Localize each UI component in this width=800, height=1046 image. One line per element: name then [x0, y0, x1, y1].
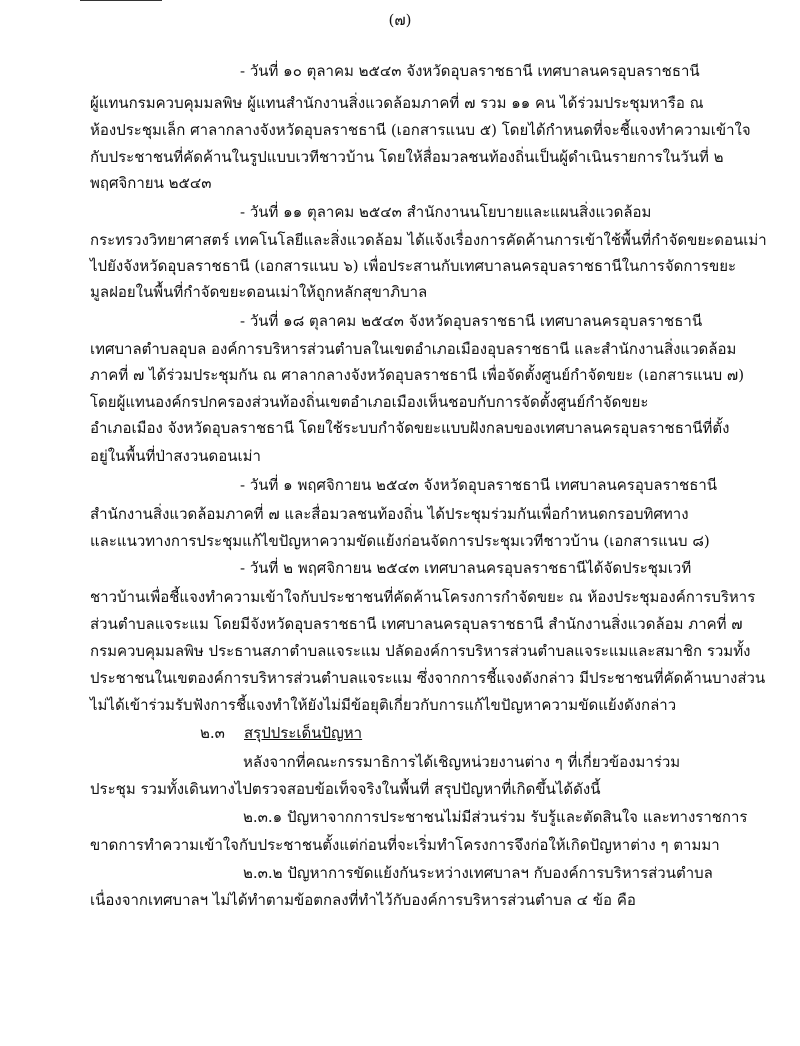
paragraph-line: ผู้แทนกรมควบคุมมลพิษ ผู้แทนสำนักงานสิ่งแวดล้อมภาคที่ ๗ รวม ๑๑ คน ได้ร่วมประชุมหารือ ณ: [90, 94, 704, 112]
paragraph-line: อำเภอเมือง จังหวัดอุบลราชธานี โดยใช้ระบบกำจัดขยะแบบฝังกลบของเทศบาลนครอุบลราชธานีที่ตั้ง: [90, 419, 730, 437]
paragraph-line: เทศบาลตำบลอุบล องค์การบริหารส่วนตำบลในเขตอำเภอเมืองอุบลราชธานี และสำนักงานสิ่งแวดล้อม: [90, 340, 737, 358]
paragraph-line: - วันที่ ๑๘ ตุลาคม ๒๕๔๓ จังหวัดอุบลราชธานี เทศบาลนครอุบลราชธานี: [240, 312, 703, 330]
paragraph-line: กรมควบคุมมลพิษ ประธานสภาตำบลแจระแม ปลัดองค์การบริหารส่วนตำบลแจระแมและสมาชิก รวมทั้ง: [90, 642, 751, 660]
paragraph-line: พฤศจิกายน ๒๕๔๓: [90, 174, 212, 192]
paragraph-line: โดยผู้แทนองค์กรปกครองส่วนท้องถิ่นเขตอำเภอเมืองเห็นชอบกับการจัดตั้งศูนย์กำจัดขยะ: [90, 393, 649, 411]
paragraph-line: ภาคที่ ๗ ได้ร่วมประชุมกัน ณ ศาลากลางจังหวัดอุบลราชธานี เพื่อจัดตั้งศูนย์กำจัดขยะ (เอกสารแนบ ๗): [90, 366, 745, 384]
paragraph-line: กระทรวงวิทยาศาสตร์ เทคโนโลยีและสิ่งแวดล้อม ได้แจ้งเรื่องการคัดค้านการเข้าใช้พื้นที่กำจัดขยะดอนเม่า: [90, 231, 767, 249]
paragraph-line: ประชาชนในเขตองค์การบริหารส่วนตำบลแจระแม ซึ่งจากการชี้แจงดังกล่าว มีประชาชนที่คัดค้านบางส่วน: [90, 669, 766, 687]
section-title: สรุปประเด็นปัญหา: [244, 724, 363, 742]
paragraph-line: - วันที่ ๒ พฤศจิกายน ๒๕๔๓ เทศบาลนครอุบลราชธานีได้จัดประชุมเวที: [240, 559, 692, 577]
section-item-line: ๒.๓.๑ ปัญหาจากการประชาชนไม่มีส่วนร่วม รับรู้และตัดสินใจ และทางราชการ: [243, 808, 748, 826]
paragraph-line: - วันที่ ๑๑ ตุลาคม ๒๕๔๓ สำนักงานนโยบายและแผนสิ่งแวดล้อม: [240, 203, 652, 221]
paragraph-line: ส่วนตำบลแจระแม โดยมีจังหวัดอุบลราชธานี เทศบาลนครอุบลราชธานี สำนักงานสิ่งแวดล้อม ภาคที่ ๗: [90, 615, 743, 633]
section-item-line: ๒.๓.๒ ปัญหาการขัดแย้งกันระหว่างเทศบาลฯ กับองค์การบริหารส่วนตำบล: [243, 864, 713, 882]
paragraph-line: สำนักงานสิ่งแวดล้อมภาคที่ ๗ และสื่อมวลชนท้องถิ่น ได้ประชุมร่วมกันเพื่อกำหนดกรอบทิศทาง: [90, 505, 689, 523]
section-number: ๒.๓: [200, 724, 225, 742]
paragraph-line: ไม่ได้เข้าร่วมรับฟังการชี้แจงทำให้ยังไม่มีข้อยุติเกี่ยวกับการแก้ไขปัญหาความขัดแย้งดังกล่าว: [90, 696, 677, 714]
paragraph-line: และแนวทางการประชุมแก้ไขปัญหาความขัดแย้งก่อนจัดการประชุมเวทีชาวบ้าน (เอกสารแนบ ๘): [90, 532, 710, 550]
section-item-line: ขาดการทำความเข้าใจกับประชาชนตั้งแต่ก่อนที่จะเริ่มทำโครงการจึงก่อให้เกิดปัญหาต่าง ๆ ตามมา: [90, 836, 720, 854]
top-rule: [80, 0, 162, 1]
paragraph-line: - วันที่ ๑๐ ตุลาคม ๒๕๔๓ จังหวัดอุบลราชธานี เทศบาลนครอุบลราชธานี: [240, 62, 700, 80]
paragraph-line: อยู่ในพื้นที่ป่าสงวนดอนเม่า: [90, 447, 261, 465]
section-intro-line: หลังจากที่คณะกรรมาธิการได้เชิญหน่วยงานต่าง ๆ ที่เกี่ยวข้องมาร่วม: [243, 753, 681, 771]
paragraph-line: ชาวบ้านเพื่อชี้แจงทำความเข้าใจกับประชาชนที่คัดค้านโครงการกำจัดขยะ ณ ห้องประชุมองค์การบริหาร: [90, 588, 756, 606]
paragraph-line: ห้องประชุมเล็ก ศาลากลางจังหวัดอุบลราชธานี (เอกสารแนบ ๕) โดยได้กำหนดที่จะชี้แจงทำความเข้าใจ: [90, 121, 751, 139]
paragraph-line: - วันที่ ๑ พฤศจิกายน ๒๕๔๓ จังหวัดอุบลราชธานี เทศบาลนครอุบลราชธานี: [240, 476, 718, 494]
section-item-line: เนื่องจากเทศบาลฯ ไม่ได้ทำตามข้อตกลงที่ทำไว้กับองค์การบริหารส่วนตำบล ๔ ข้อ คือ: [90, 891, 636, 909]
paragraph-line: ไปยังจังหวัดอุบลราชธานี (เอกสารแนบ ๖) เพื่อประสานกับเทศบาลนครอุบลราชธานีในการจัดการขยะ: [90, 257, 737, 275]
paragraph-line: มูลฝอยในพื้นที่กำจัดขยะดอนเม่าให้ถูกหลักสุขาภิบาล: [90, 283, 428, 301]
page-number: (๗): [388, 11, 412, 29]
section-intro-line: ประชุม รวมทั้งเดินทางไปตรวจสอบข้อเท็จจริงในพื้นที่ สรุปปัญหาที่เกิดขึ้นได้ดังนี้: [90, 780, 601, 798]
paragraph-line: กับประชาชนที่คัดค้านในรูปแบบเวทีชาวบ้าน โดยให้สื่อมวลชนท้องถิ่นเป็นผู้ดำเนินรายการในวันที่ ๒: [90, 148, 724, 166]
